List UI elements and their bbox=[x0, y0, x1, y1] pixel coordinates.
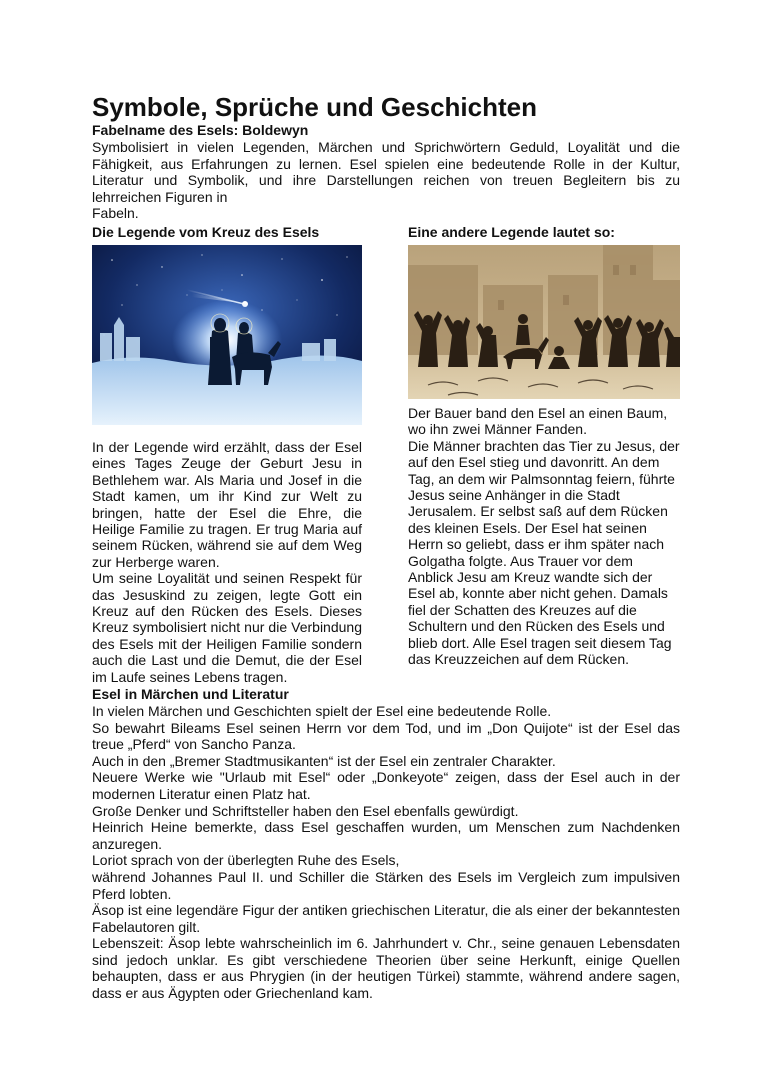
literature-paragraph: Loriot sprach von der überlegten Ruhe des Esels, bbox=[92, 852, 400, 869]
right-column bbox=[408, 224, 680, 668]
left-column bbox=[92, 224, 362, 685]
literature-paragraph: Neuere Werke wie "Urlaub mit Esel“ oder „Donkeyote“ zeigen, dass der Esel auch in der modernen Literatur einen Platz hat. bbox=[92, 769, 680, 802]
literature-paragraph: Lebenszeit: Äsop lebte wahrscheinlich im 6. Jahrhundert v. Chr., seine genauen Lebensdaten sind jedoch unklar. Es gibt verschiedene Theorien über seine Herkunft, einige Quellen behaupten, dass er aus Phrygien (in der heutigen Türkei) stammte, während andere sagen, dass er aus Ägypten oder Griechenland kam. bbox=[92, 935, 680, 1002]
right-paragraph-2: Die Männer brachten das Tier zu Jesus, der auf den Esel stieg und davonritt. An dem Tag, an dem wir Palmsonntag feiern, führte Jesus seine Anhänger in die Stadt Jerusalem. Er selbst saß auf dem Rücken des kleinen Esels. Der Esel hat seinen Herrn so geliebt, dass er ihm später nach Golgatha folgte. Aus Trauer vor dem Anblick Jesu am Kreuz wandte sich der Esel ab, konnte aber nicht gehen. Damals fiel der Schatten des Kreuzes auf die Schultern und den Rücken des Esels und blieb dort. Alle Esel tragen seit diesem Tag das Kreuzzeichen auf dem Rücken. bbox=[408, 437, 680, 668]
palm-sunday-image bbox=[408, 245, 680, 399]
literature-paragraph: Äsop ist eine legendäre Figur der antiken griechischen Literatur, die als einer der bekanntesten Fabelautoren gilt. bbox=[92, 902, 680, 935]
left-paragraph-1: In der Legende wird erzählt, dass der Esel eines Tages Zeuge der Geburt Jesu in Bethlehem war. Als Maria und Josef in die Stadt kamen, um ihr Kind zur Welt zu bringen, hatte der Esel die Ehre, die Heilige Familie zu tragen. Er trug Maria auf seinem Rücken, während sie auf dem Weg zur Herberge waren. bbox=[92, 438, 362, 570]
literature-paragraph: Heinrich Heine bemerkte, dass Esel geschaffen wurden, um Menschen zum Nachdenken anzuregen. bbox=[92, 819, 680, 852]
right-paragraph-1: Der Bauer band den Esel an einen Baum, wo ihn zwei Männer Fanden. bbox=[408, 404, 668, 438]
literature-paragraph: So bewahrt Bileams Esel seinen Herrn vor dem Tod, und im „Don Quijote“ ist der Esel das treue „Pferd“ von Sancho Panza. bbox=[92, 719, 680, 753]
literature-section bbox=[92, 686, 680, 1002]
left-heading: Die Legende vom Kreuz des Esels bbox=[92, 223, 320, 240]
page-title: Symbole, Sprüche und Geschichten bbox=[92, 92, 537, 122]
two-column-section bbox=[92, 224, 680, 686]
literature-heading: Esel in Märchen und Literatur bbox=[92, 685, 289, 702]
intro-paragraph-end: Fabeln. bbox=[92, 205, 139, 222]
subtitle: Fabelname des Esels: Boldewyn bbox=[92, 122, 309, 138]
intro-paragraph: Symbolisiert in vielen Legenden, Märchen und Sprichwörtern Geduld, Loyalität und die Fähigkeit, aus Erfahrungen zu lernen. Esel spielen eine bedeutende Rolle in der Kultur, Literatur und Symbolik, und ihre Darstellungen reichen von treuen Begleitern bis zu lehrreichen Figuren in bbox=[92, 139, 680, 205]
literature-paragraph: Große Denker und Schriftsteller haben den Esel ebenfalls gewürdigt. bbox=[92, 802, 519, 819]
left-paragraph-2: Um seine Loyalität und seinen Respekt für das Jesuskind zu zeigen, legte Gott ein Kreuz auf den Rücken des Esels. Dieses Kreuz symbolisiert nicht nur die Verbindung des Esels mit der Heiligen Familie sondern auch die Last und die Demut, die der Esel im Laufe seines Lebens tragen. bbox=[92, 570, 362, 685]
nativity-night-image bbox=[92, 245, 362, 425]
literature-paragraph: während Johannes Paul II. und Schiller die Stärken des Esels im Vergleich zum impulsiven Pferd lobten. bbox=[92, 868, 680, 902]
right-heading: Eine andere Legende lautet so: bbox=[408, 223, 615, 240]
document-page bbox=[92, 92, 680, 1002]
literature-paragraph: Auch in den „Bremer Stadtmusikanten“ ist der Esel ein zentraler Charakter. bbox=[92, 752, 556, 769]
literature-paragraph: In vielen Märchen und Geschichten spielt der Esel eine bedeutende Rolle. bbox=[92, 702, 552, 719]
